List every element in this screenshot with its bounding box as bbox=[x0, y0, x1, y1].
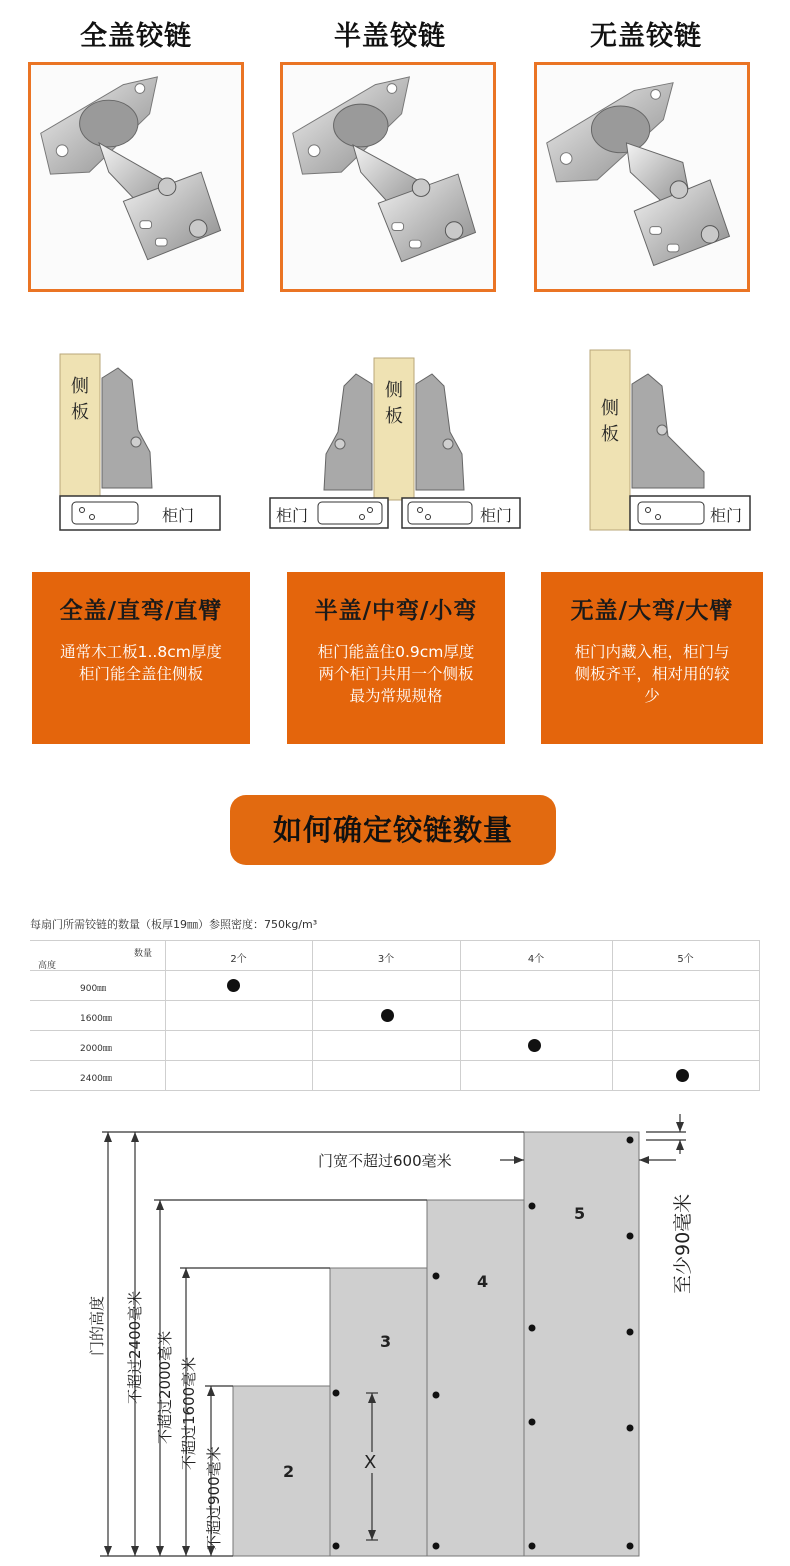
card-desc-line: 最为常规规格 bbox=[349, 687, 443, 705]
height-label-2000: 不超过2000毫米 bbox=[156, 1330, 174, 1444]
row-height: 900㎜ bbox=[80, 984, 107, 994]
column-header: 4个 bbox=[527, 954, 545, 965]
side-panel-label-1: 侧 bbox=[601, 398, 619, 419]
card-title: 半盖/中弯/小弯 bbox=[314, 598, 478, 624]
door-number-4: 4 bbox=[477, 1272, 489, 1291]
door-label: 柜门 bbox=[710, 506, 743, 525]
side-panel-label-1: 侧 bbox=[71, 376, 89, 397]
table-dot-row-1 bbox=[227, 979, 240, 992]
row-height: 2000㎜ bbox=[80, 1044, 112, 1054]
side-panel-label-1: 侧 bbox=[385, 380, 403, 401]
height-label-2400: 不超过2400毫米 bbox=[126, 1290, 144, 1404]
table-dot-row-3 bbox=[528, 1039, 541, 1052]
door-number-5: 5 bbox=[574, 1204, 586, 1223]
card-desc-line: 柜门能全盖住侧板 bbox=[78, 665, 203, 683]
door-number-2: 2 bbox=[283, 1462, 295, 1481]
card-desc-line: 柜门能盖住0.9cm厚度 bbox=[317, 643, 475, 661]
hinge-count-table bbox=[30, 912, 760, 1092]
card-desc-line: 通常木工板1..8cm厚度 bbox=[60, 643, 222, 661]
door-label: 柜门 bbox=[162, 506, 195, 525]
table-dot-row-4 bbox=[676, 1069, 689, 1082]
half-overlay-card bbox=[287, 572, 505, 744]
door-label-left: 柜门 bbox=[276, 506, 309, 525]
full-overlay-card bbox=[32, 572, 250, 744]
card-desc-line: 柜门内藏入柜，柜门与 bbox=[574, 643, 730, 661]
card-title: 全盖/直弯/直臂 bbox=[59, 598, 223, 624]
column-header: 5个 bbox=[677, 954, 694, 965]
column-header: 3个 bbox=[377, 954, 395, 965]
half-overlay-title: 半盖铰链 bbox=[334, 21, 446, 52]
door-label-right: 柜门 bbox=[480, 506, 513, 525]
header-height: 高度 bbox=[38, 961, 57, 971]
full-overlay-title: 全盖铰链 bbox=[80, 21, 192, 52]
inset-hinge-photo bbox=[534, 62, 750, 292]
inset-card bbox=[541, 572, 763, 744]
full-overlay-diagram bbox=[60, 340, 230, 540]
edge-distance-note: 至少90毫米 bbox=[672, 1193, 694, 1294]
side-panel-label-2: 板 bbox=[71, 402, 89, 423]
row-height: 2400㎜ bbox=[80, 1074, 112, 1084]
full-overlay-hinge-photo bbox=[28, 62, 244, 292]
inset-title: 无盖铰链 bbox=[590, 21, 702, 52]
half-overlay-diagram bbox=[270, 340, 520, 540]
row-height: 1600㎜ bbox=[80, 1014, 112, 1024]
door-panel-5 bbox=[524, 1132, 639, 1556]
door-height-label: 门的高度 bbox=[88, 1295, 106, 1356]
table-dot-row-2 bbox=[381, 1009, 394, 1022]
spacing-label: X bbox=[364, 1452, 377, 1473]
door-height-chart bbox=[0, 1110, 790, 1566]
card-desc-line: 少 bbox=[644, 687, 660, 705]
side-panel-label-2: 板 bbox=[385, 406, 403, 427]
header-count: 数量 bbox=[134, 949, 153, 959]
card-desc-line: 两个柜门共用一个侧板 bbox=[318, 665, 474, 683]
door-number-3: 3 bbox=[380, 1332, 392, 1351]
height-label-900: 不超过900毫米 bbox=[205, 1446, 223, 1550]
section-heading: 如何确定铰链数量 bbox=[230, 795, 556, 865]
column-header: 2个 bbox=[230, 954, 247, 965]
door-width-note: 门宽不超过600毫米 bbox=[318, 1152, 452, 1170]
table-caption: 每扇门所需铰链的数量（板厚19㎜）参照密度：750kg/m³ bbox=[30, 918, 318, 931]
side-panel-label-2: 板 bbox=[601, 424, 619, 445]
height-label-1600: 不超过1600毫米 bbox=[180, 1356, 198, 1470]
card-desc-line: 侧板齐平，相对用的较 bbox=[574, 665, 730, 683]
inset-diagram bbox=[590, 340, 760, 540]
card-title: 无盖/大弯/大臂 bbox=[570, 598, 734, 624]
half-overlay-hinge-photo bbox=[280, 62, 496, 292]
